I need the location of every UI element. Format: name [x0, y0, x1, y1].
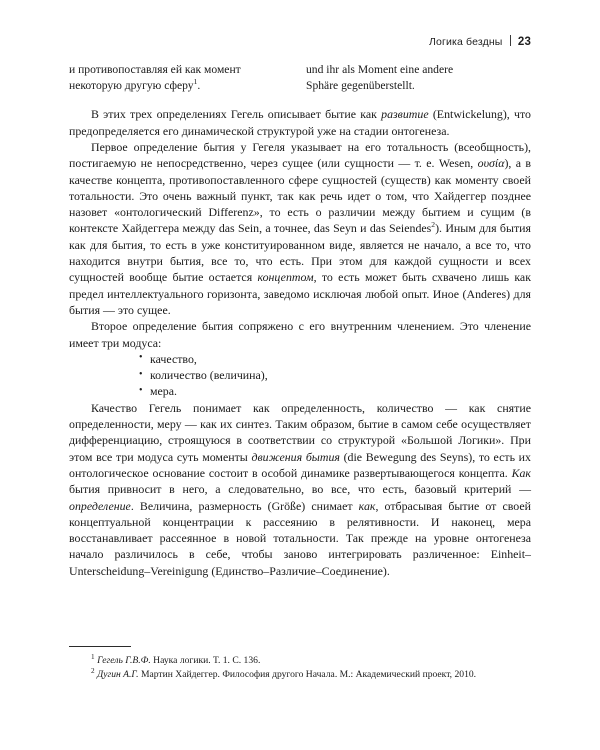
bilingual-ru-line-2-text: некоторую другую сферу	[69, 79, 194, 93]
footnote-1-text: Наука логики. Т. 1. С. 136.	[150, 655, 261, 666]
bullet-icon: •	[139, 384, 143, 396]
p2-text-part3: ). Иным для бытия как для бытия, то есть в уже конституированном виде, является не начало, а все то, что находится внутри бытия, все то, что есть. При этом для каждой сущности и всех сущностей вообще бытие остается	[69, 221, 531, 285]
paragraph-4	[69, 400, 531, 579]
footnote-2-author: Дугин А.Г.	[97, 669, 139, 681]
list-item	[139, 367, 531, 383]
footnote-2-text: Мартин Хайдеггер. Философия другого Начала. М.: Академический проект, 2010.	[138, 669, 477, 681]
list-item-label: мера.	[150, 384, 177, 399]
p1-text-after: (Entwickelung), что предопределяется его динамической структурой уже на стадии онтогенеза.	[69, 107, 531, 138]
p4-emphasis-dvizheniya-bytiya: движения бытия	[251, 449, 340, 464]
list-item	[139, 383, 531, 399]
p4-emphasis-kak-1: Как	[511, 465, 531, 480]
bilingual-column-russian	[69, 62, 300, 94]
p4-emphasis-opredelenie: определение	[69, 498, 131, 513]
p4-text-part5: , отбрасывая бытие от своей концептуальной концентрации к рассеянию в релятивности. И наконец, мера восстанавливает рассеянное в новой тотальности. Так прежде на уровне онтогенеза начало различилось в себе, чтобы заново интегрировать различенное: Einheit–Unterscheidung–Vereinigung (Единство–Различие–Соединение).	[69, 498, 531, 578]
bilingual-opening	[69, 62, 531, 94]
footnote-2	[69, 668, 531, 681]
bullet-icon: •	[139, 368, 143, 380]
p4-text-part1: Качество Гегель понимает как определенность, количество — как снятие определенности, меру — как их синтез. Таким образом, бытие в самом себе осуществляет дифференциацию, строящуюся в соответствии со структурой «Большой Логики». При этом все три модуса суть моменты	[69, 400, 531, 464]
main-text-block	[69, 62, 531, 579]
p1-emphasis-razvitie: развитие	[381, 107, 429, 122]
footnote-1-author: Гегель Г.В.Ф.	[97, 655, 151, 666]
bullet-icon: •	[139, 352, 143, 364]
p2-text-part4: , то есть может быть схвачено лишь как предел интеллектуального горизонта, заведомо исключая любой опыт. Иное (Anderes) для бытия — это сущее.	[69, 270, 531, 317]
paragraph-2	[69, 139, 531, 318]
p2-greek-ousia: ουσία	[477, 156, 505, 171]
p1-text-before: В этих трех определениях Гегель описывает бытие как	[91, 107, 382, 122]
list-item-label: качество,	[150, 351, 197, 366]
footnote-separator-rule	[69, 646, 131, 647]
running-head-title: Логика бездны	[428, 36, 503, 48]
bilingual-de-line-2: Sphäre gegenüberstellt.	[306, 79, 415, 93]
p2-text-part2: ), а в качестве концепта, противопоставленного сфере сущностей (существ) как моменту своей тотальности. Это очень важный пункт, так как речь идет о том, что Хайдеггер позднее назовет «онтологический Differenz», то есть о различии между бытием и сущим (в контексте Хайдеггера между das Sein, а точнее, das Seyn и das Seiendes	[69, 156, 531, 236]
p4-text-part4: . Величина, размерность (Größe) снимает	[130, 498, 359, 513]
p4-text-part2: (die Bewegung des Seyns), то есть их онтологическое основание состоит в особой динамике развертывающегося концепта.	[69, 449, 531, 480]
p2-text-part1: Первое определение бытия у Гегеля указывает на его тотальность (всеобщность), постигаемую не непосредственно, через сущее (или сущности — т. е. Wesen,	[69, 140, 531, 171]
modes-list	[69, 351, 531, 400]
bilingual-ru-line-2	[69, 78, 294, 94]
bilingual-ru-line-1: и противопоставляя ей как момент	[69, 63, 241, 76]
footnote-marker-1: 1	[193, 77, 198, 87]
footnote-1-number: 1	[91, 652, 95, 661]
p4-emphasis-kak-2: как	[358, 498, 376, 513]
paragraph-1	[69, 106, 531, 139]
footnote-marker-2: 2	[431, 220, 436, 230]
footnote-2-number: 2	[91, 667, 95, 676]
bilingual-de-line-1: und ihr als Moment eine andere	[306, 63, 454, 76]
list-item-label: количество (величина),	[150, 368, 268, 383]
bilingual-ru-line-2-tail: .	[197, 79, 201, 93]
running-head	[429, 34, 531, 48]
paragraph-3: Второе определение бытия сопряжено с его внутренним членением. Это членение имеет три модуса:	[69, 319, 531, 350]
list-item	[139, 351, 531, 367]
running-head-divider	[510, 35, 511, 46]
page-number: 23	[517, 36, 531, 48]
footnote-area	[69, 646, 531, 683]
p2-emphasis-konceptom: концептом	[257, 270, 314, 285]
bilingual-column-german	[300, 62, 531, 94]
p4-text-part3: бытия привносит в него, а следовательно, во все, что есть, базовый критерий —	[69, 482, 531, 497]
footnote-1	[69, 654, 531, 667]
